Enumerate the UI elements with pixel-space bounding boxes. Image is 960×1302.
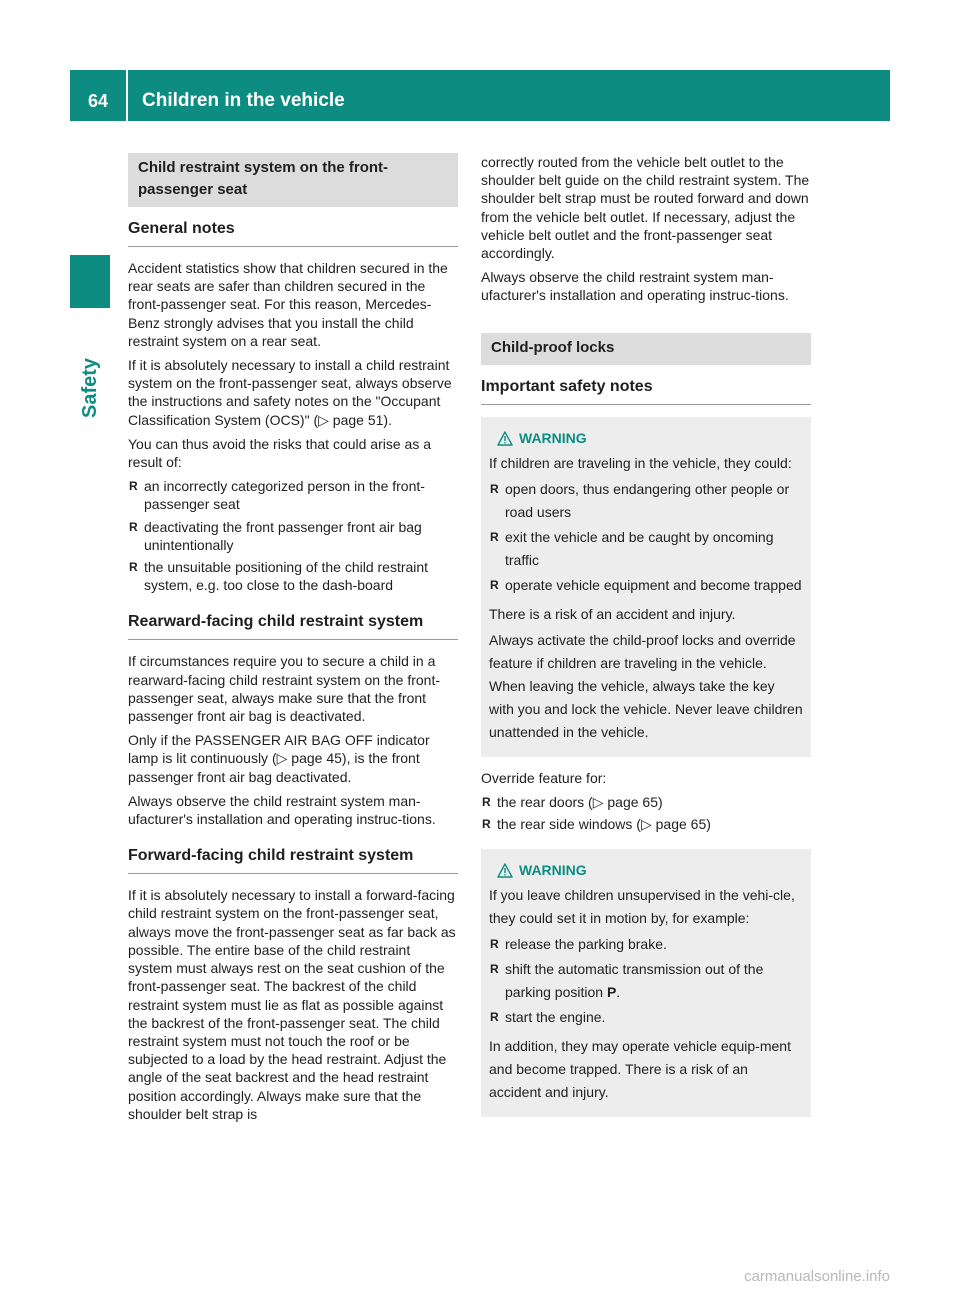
list-item-text: release the parking brake.: [505, 936, 667, 953]
paragraph: Override feature for:: [481, 769, 607, 786]
text: ).: [383, 411, 392, 428]
paragraph: If it is absolutely necessary to install a forward-facing child restraint system on the front-passenger seat, always move the front-passenger seat as far back as possible. The entire base of the child restraint system must always rest on the seat cushion of the front-passenger seat. The backrest of the child restraint system must lie as flat as possible against the backrest of the front-passenger seat. The child restraint system must not touch the roof or be subjected to a load by the head restraint. Adjust the angle of the seat backrest and the head restraint position accordingly. Always make sure that the shoulder belt strap is: [128, 887, 456, 1122]
bullet-icon: R: [490, 481, 499, 496]
section-title-child-proof-locks: Child-proof locks: [481, 333, 811, 365]
section-tab-marker: [70, 255, 110, 308]
text: shift the automatic transmission out of the parking position: [505, 961, 764, 1001]
section-title-child-restraint: [128, 153, 458, 207]
page-ref-arrow-icon: ▷: [640, 816, 652, 833]
list-item-text: an incorrectly categorized person in the front-passenger seat: [144, 478, 425, 513]
page-ref-arrow-icon: ▷: [592, 793, 604, 810]
warning-label: WARNING: [519, 429, 587, 446]
list-item: [489, 478, 803, 524]
heading-important-safety-notes: Important safety notes: [481, 377, 811, 405]
heading-rearward-facing: Rearward-facing child restraint system: [128, 612, 458, 640]
bullet-icon: R: [129, 479, 138, 494]
bullet-icon: R: [490, 577, 499, 592]
paragraph: You can thus avoid the risks that could arise as a result of:: [128, 435, 431, 471]
paragraph: There is a risk of an accident and injury.: [489, 605, 736, 622]
chapter-header: [70, 70, 890, 121]
watermark: carmanualsonline.info: [744, 1268, 890, 1285]
list-item: [128, 477, 458, 513]
bullet-icon: R: [129, 519, 138, 534]
page-reference-link[interactable]: page 65: [607, 793, 658, 810]
page-number: 64: [87, 91, 109, 111]
paragraph: Always observe the child restraint system man-ufacturer's installation and operating instruc-tions.: [481, 269, 789, 304]
warning-title: [497, 427, 803, 450]
bullet-list: [489, 478, 803, 597]
warning-triangle-icon: [497, 431, 513, 446]
right-column: [481, 153, 811, 1129]
bullet-icon: R: [482, 794, 491, 809]
page-ref-arrow-icon: ▷: [318, 411, 329, 428]
bullet-icon: R: [490, 1010, 499, 1025]
text: .: [616, 984, 621, 1001]
paragraph: Accident statistics show that children secured in the rear seats are safer than children secured in the front-passenger seat. For this reason, Mercedes-Benz strongly advises that you install the child restraint system on a rear seat.: [128, 260, 448, 349]
page-reference-link[interactable]: page 45: [291, 750, 342, 767]
warning-box: [481, 417, 811, 757]
list-item-text: operate vehicle equipment and become trapped: [505, 576, 802, 593]
section-title-line-1: Child restraint system on the front-: [138, 159, 389, 176]
spacer: [481, 311, 811, 333]
paragraph: If circumstances require you to secure a child in a rearward-facing child restraint system on the front-passenger seat, always make sure that the front passenger front air bag is deactivated.: [128, 653, 441, 725]
gear-position-label: P: [606, 984, 617, 1001]
bullet-icon: R: [490, 937, 499, 952]
list-item-text: the unsuitable positioning of the child restraint system, e.g. too close to the dash-board: [144, 559, 429, 594]
section-side-label: Safety: [78, 357, 101, 419]
text: ), is the front passenger front air bag deactivated.: [128, 750, 420, 785]
list-item: [489, 1006, 803, 1029]
text: the rear side windows (: [497, 816, 641, 833]
list-item-text: open doors, thus endangering other people or road users: [505, 480, 790, 520]
warning-box: [481, 849, 811, 1117]
paragraph: Always activate the child-proof locks and override feature if children are traveling in the vehicle. When leaving the vehicle, always take the key with you and lock the vehicle. Never leave children unattended in the vehicle.: [489, 631, 803, 740]
page-reference-link[interactable]: page 65: [655, 816, 707, 833]
section-title-line-2: passenger seat: [138, 181, 248, 198]
paragraph: [128, 731, 458, 786]
chapter-title: Children in the vehicle: [142, 90, 345, 111]
heading-forward-facing: Forward-facing child restraint system: [128, 846, 458, 874]
list-item: [481, 793, 811, 811]
bullet-list: [128, 477, 458, 594]
paragraph: In addition, they may operate vehicle equip-ment and become trapped. There is a risk of an accident and injury.: [489, 1038, 791, 1101]
list-item: [481, 815, 811, 833]
text: ): [658, 793, 663, 810]
bullet-icon: R: [490, 962, 499, 977]
list-item: [128, 518, 458, 554]
text: Only if the PASSENGER AIR BAG OFF indicator lamp is lit continuously (: [128, 732, 430, 767]
list-item-text: start the engine.: [505, 1009, 606, 1026]
header-divider: [126, 70, 128, 121]
warning-title: [497, 859, 803, 882]
list-item: [489, 958, 803, 1004]
list-item: [128, 558, 458, 594]
text: the rear doors (: [497, 793, 593, 810]
page-ref-arrow-icon: ▷: [276, 750, 288, 767]
warning-triangle-icon: [497, 863, 513, 878]
list-item-text: exit the vehicle and be caught by oncoming traffic: [505, 528, 774, 568]
bullet-icon: R: [482, 817, 491, 832]
bullet-icon: R: [490, 529, 499, 544]
bullet-list: [481, 793, 811, 833]
text: If it is absolutely necessary to install a child restraint system on the front-passenger seat, always observe the instructions and safety notes on the "Occupant Classification System (OCS)" (: [128, 357, 452, 428]
paragraph: If children are traveling in the vehicle, they could:: [489, 454, 792, 471]
list-item: [489, 526, 803, 572]
text: ): [706, 816, 711, 833]
paragraph: correctly routed from the vehicle belt outlet to the shoulder belt guide on the child restraint system. The shoulder belt strap must be routed forward and down from the vehicle belt outlet. If necessary, adjust the vehicle belt outlet and the front-passenger seat accordingly.: [481, 154, 810, 262]
list-item-text: deactivating the front passenger front air bag unintentionally: [144, 518, 422, 553]
warning-label: WARNING: [519, 862, 587, 879]
page-reference-link[interactable]: page 51: [332, 411, 384, 428]
bullet-icon: R: [129, 560, 138, 575]
spacer: [481, 839, 811, 849]
bullet-list: [489, 933, 803, 1029]
heading-general-notes: General notes: [128, 219, 458, 247]
paragraph: [128, 356, 458, 429]
list-item: [489, 933, 803, 956]
paragraph: Always observe the child restraint system man-ufacturer's installation and operating instruc-tions.: [128, 792, 436, 828]
list-item: [489, 574, 803, 597]
left-column: [128, 153, 458, 1129]
paragraph: If you leave children unsupervised in the vehi-cle, they could set it in motion by, for example:: [489, 887, 795, 927]
